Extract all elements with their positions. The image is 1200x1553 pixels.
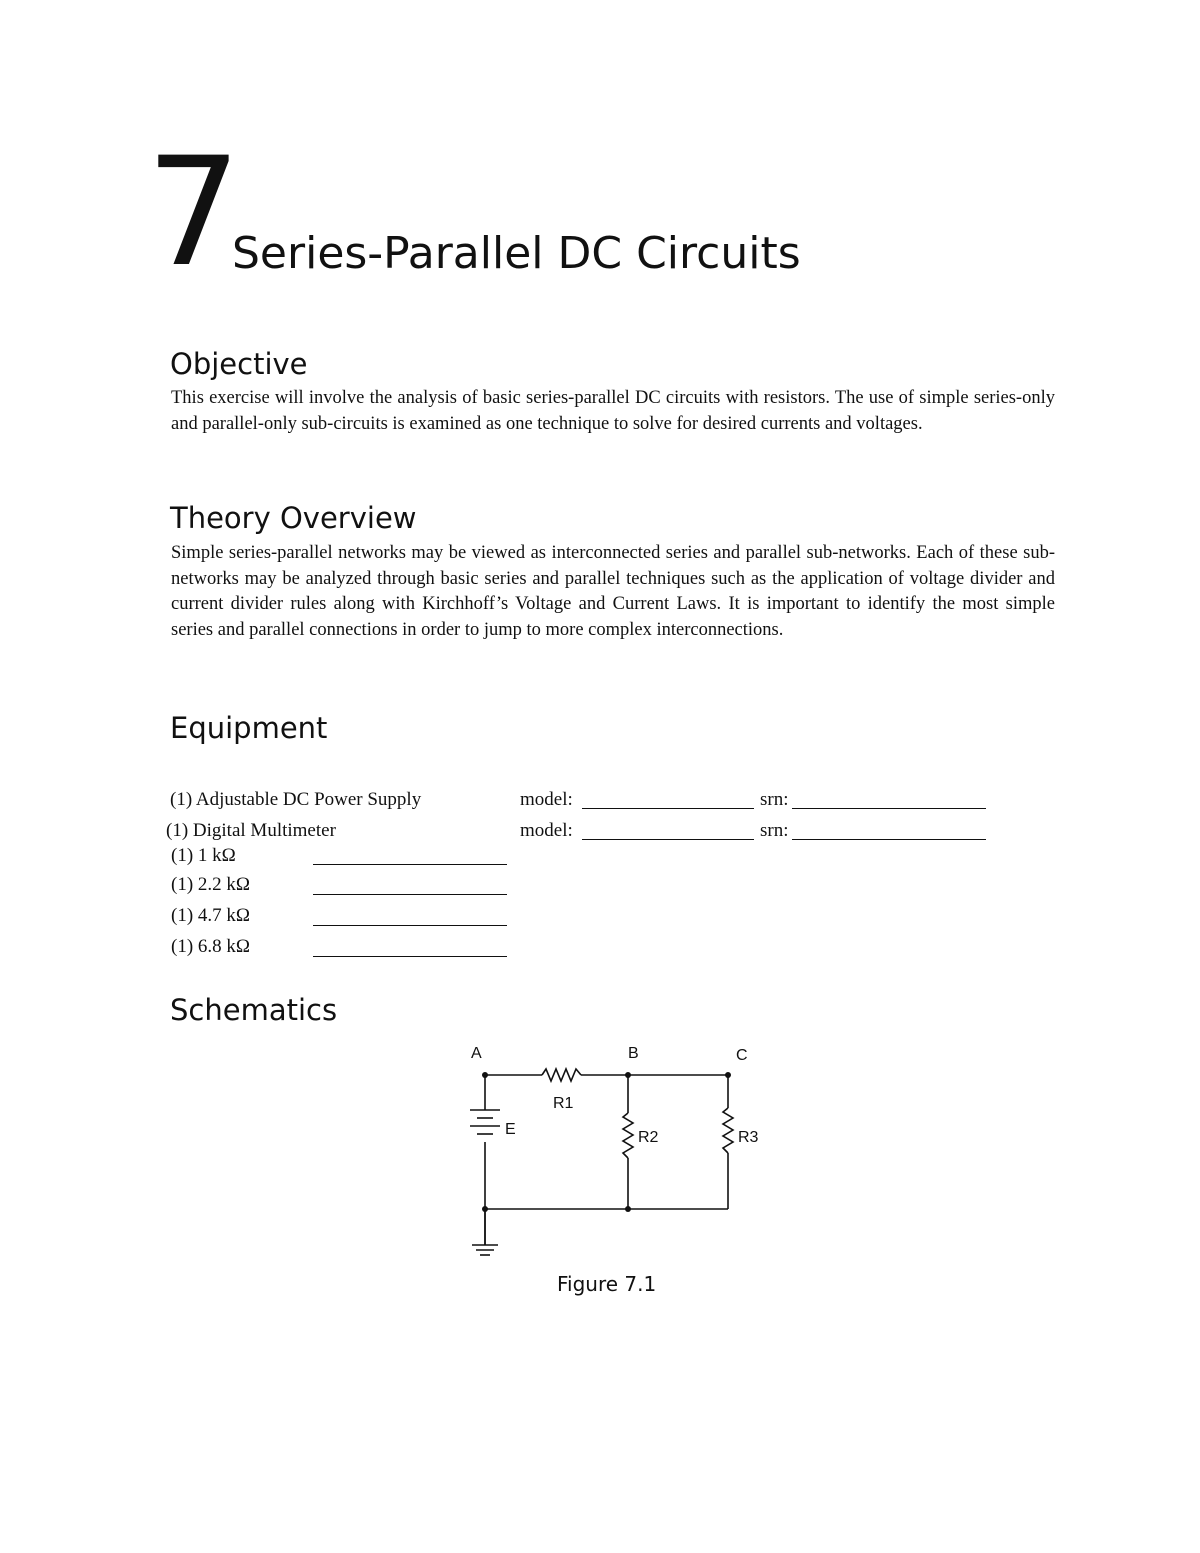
objective-text: This exercise will involve the analysis of basic series-parallel DC circuits with resistors. The use of simple series-only and parallel-only sub-circuits is examined as one technique to solve for desired currents and voltages. <box>171 388 1055 434</box>
instrument-name: (1) Digital Multimeter <box>166 820 336 841</box>
serial-label: srn: <box>760 789 789 810</box>
schematics-heading: Schematics <box>170 993 338 1027</box>
resistor-name: (1) 1 kΩ <box>171 845 236 866</box>
chapter-number: 7 <box>146 126 242 300</box>
resistor-blank[interactable] <box>313 956 507 957</box>
equipment-heading: Equipment <box>170 711 328 745</box>
resistor-blank[interactable] <box>313 864 507 865</box>
chapter-title: Series-Parallel DC Circuits <box>232 228 801 279</box>
instrument-name: (1) Adjustable DC Power Supply <box>170 789 422 810</box>
model-blank[interactable] <box>582 839 754 840</box>
node-c-label: C <box>736 1047 748 1064</box>
serial-blank[interactable] <box>792 808 986 809</box>
resistor-blank[interactable] <box>313 925 507 926</box>
model-label: model: <box>520 789 573 810</box>
source-e-label: E <box>505 1121 516 1138</box>
model-blank[interactable] <box>582 808 754 809</box>
resistor-name: (1) 4.7 kΩ <box>171 905 251 926</box>
figure-caption: Figure 7.1 <box>557 1272 657 1296</box>
objective-heading: Objective <box>170 347 308 381</box>
r3-label: R3 <box>738 1129 759 1146</box>
circuit-schematic <box>440 1038 780 1263</box>
node-b-label: B <box>628 1045 639 1062</box>
serial-blank[interactable] <box>792 839 986 840</box>
resistor-name: (1) 2.2 kΩ <box>171 874 251 895</box>
resistor-name: (1) 6.8 kΩ <box>171 936 251 957</box>
theory-text: Simple series-parallel networks may be viewed as interconnected series and parallel sub-networks. Each of these sub-networks may be analyzed through basic series and parallel techniques such as the application of voltage divider and current divider rules along with Kirchhoff’s Voltage and Current Laws. It is important to identify the most simple series and parallel connections in order to jump to more complex interconnections. <box>171 543 1055 641</box>
theory-heading: Theory Overview <box>170 501 417 535</box>
node-a-label: A <box>471 1045 482 1062</box>
r1-label: R1 <box>553 1095 574 1112</box>
model-label: model: <box>520 820 573 841</box>
serial-label: srn: <box>760 820 789 841</box>
r2-label: R2 <box>638 1129 659 1146</box>
resistor-blank[interactable] <box>313 894 507 895</box>
